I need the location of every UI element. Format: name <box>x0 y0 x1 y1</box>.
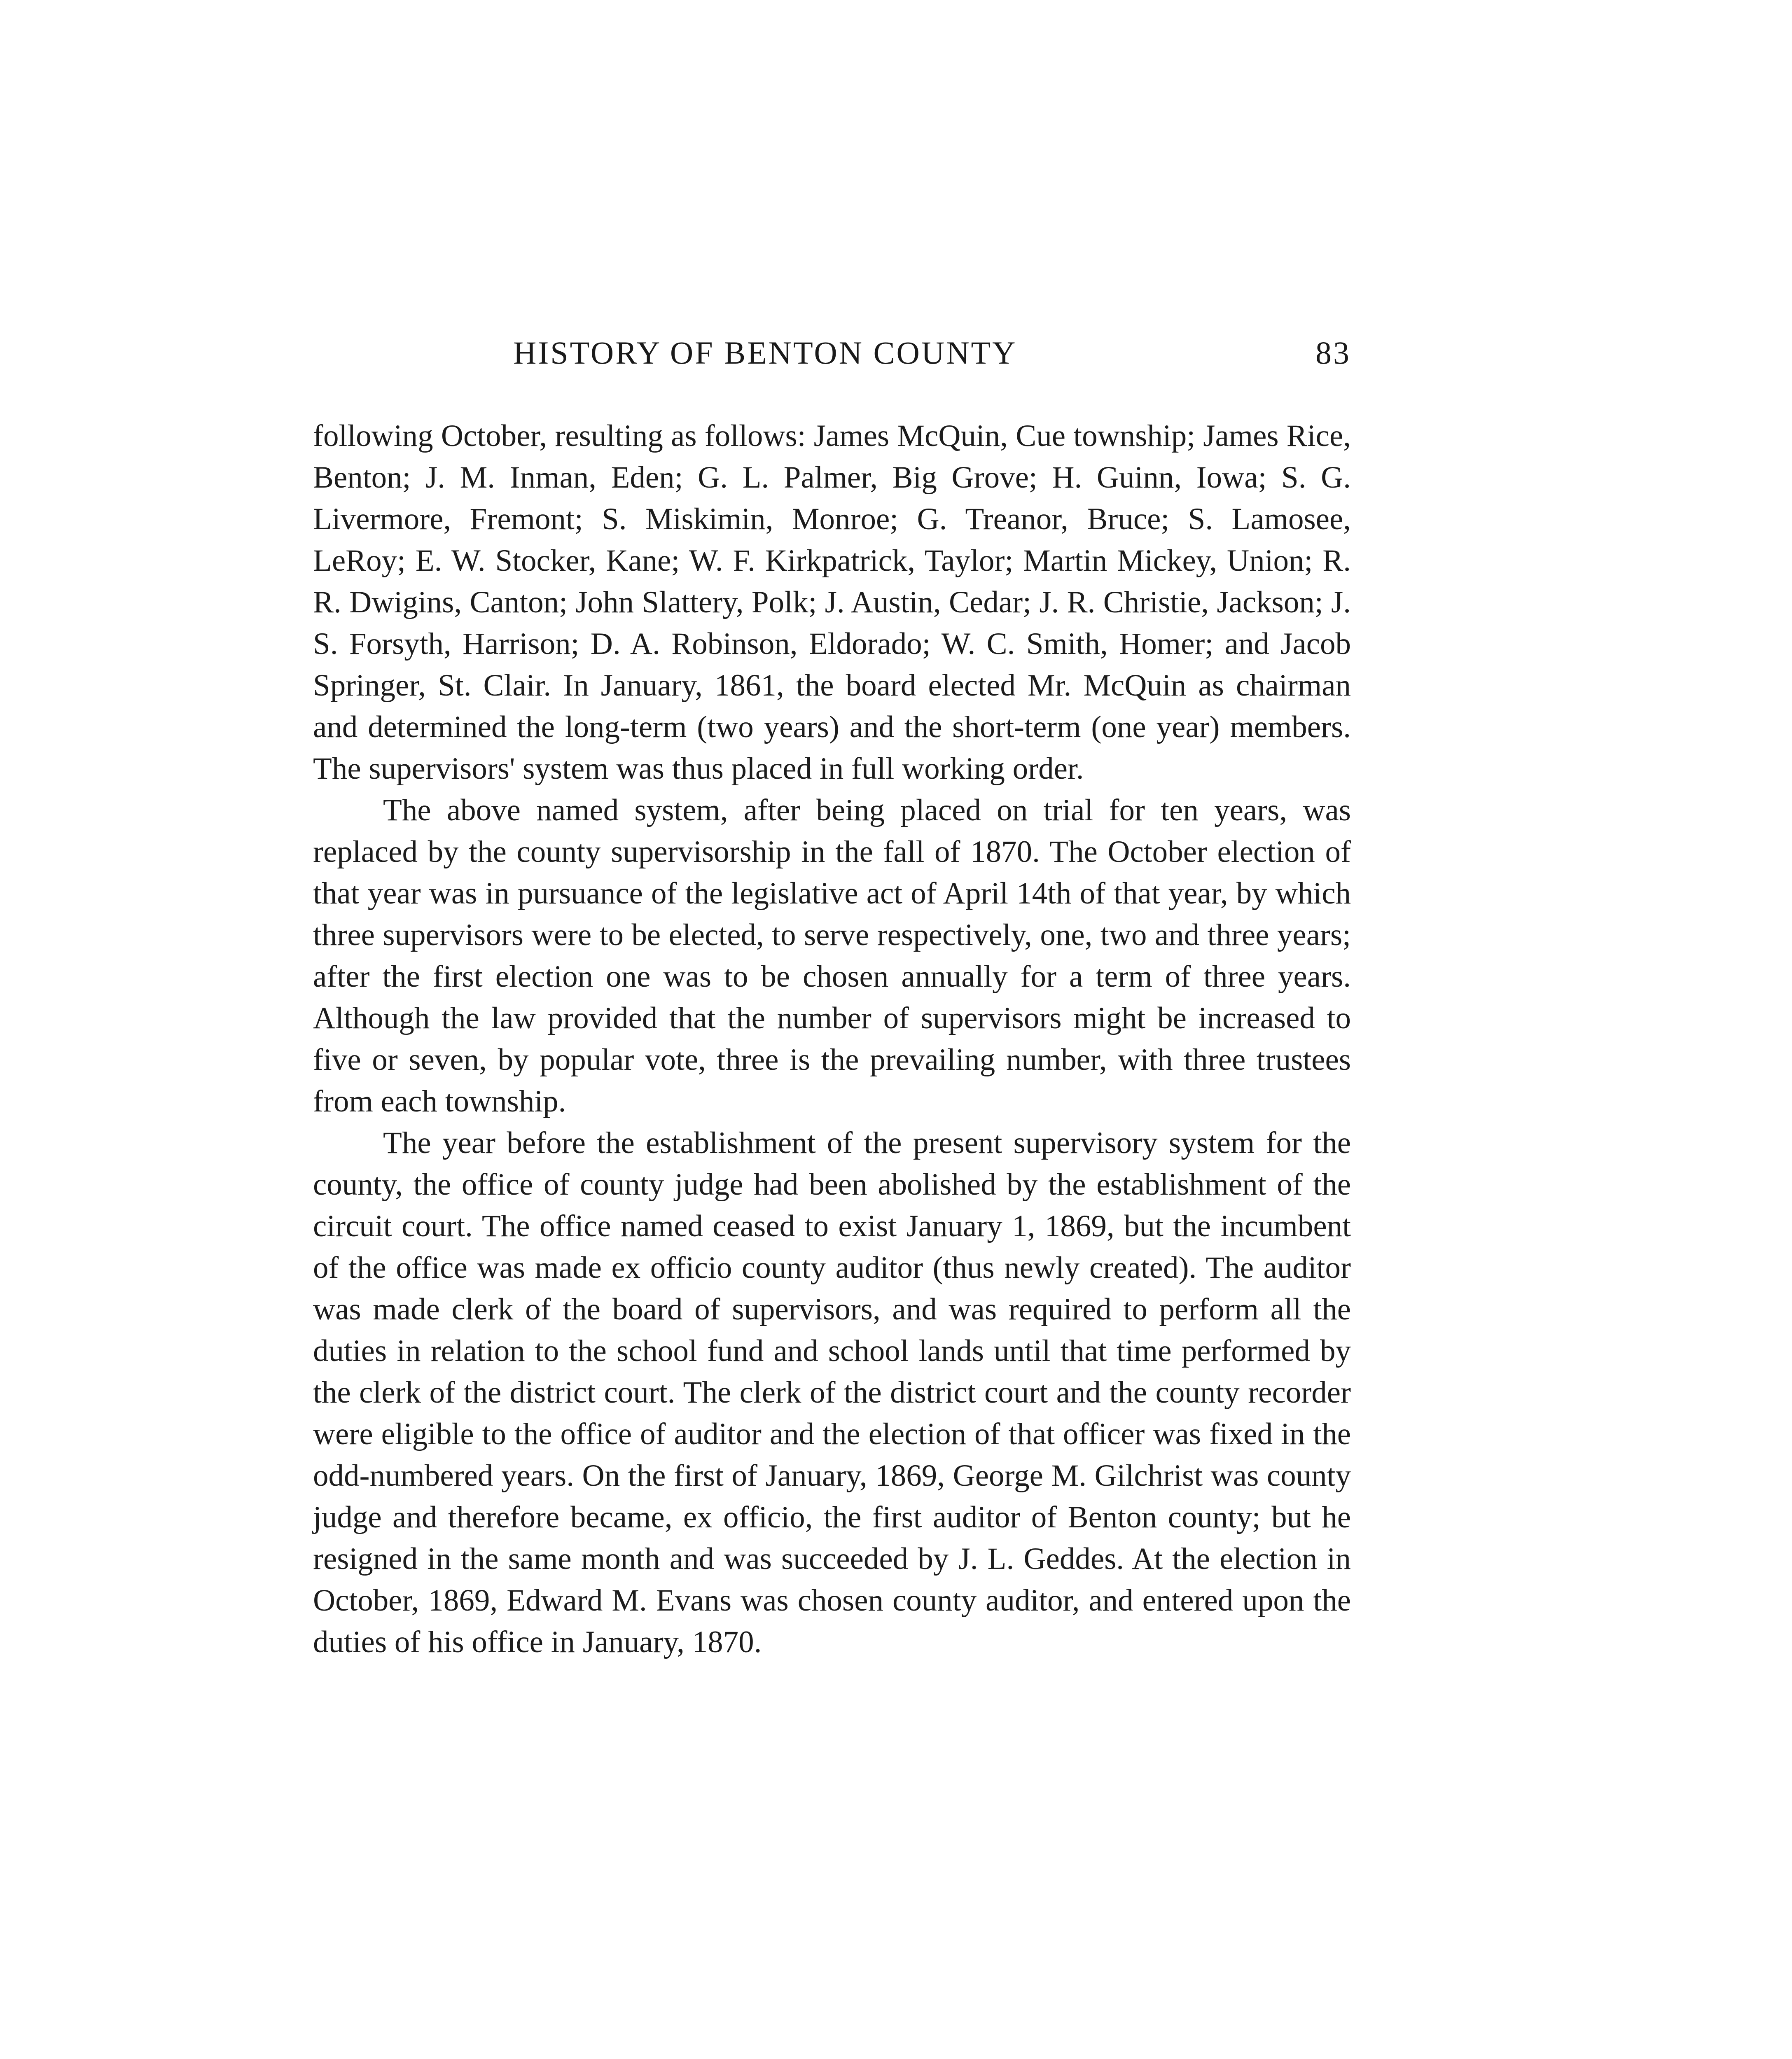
running-head-title: HISTORY OF BENTON COUNTY <box>513 335 1017 371</box>
paragraph-continued: following October, resulting as follows: James McQuin, Cue township; James Rice, Benton; J. M. Inman, Eden; G. L. Palmer, Big Grove; H. Guinn, Iowa; S. G. Livermore, Fremont; S. Miskimin, Monroe; G. Treanor, Bruce; S. Lamosee, LeRoy; E. W. Stocker, Kane; W. F. Kirkpatrick, Taylor; Martin Mickey, Union; R. R. Dwigins, Canton; John Slattery, Polk; J. Austin, Cedar; J. R. Christie, Jackson; J. S. Forsyth, Harrison; D. A. Robinson, Eldorado; W. C. Smith, Homer; and Jacob Springer, St. Clair. In January, 1861, the board elected Mr. McQuin as chairman and determined the long-term (two years) and the short-term (one year) members. The supervisors' system was thus placed in full working order. <box>313 419 1351 786</box>
page-number: 83 <box>1315 335 1351 371</box>
body-text <box>313 415 1351 1663</box>
paragraph-supervisorship: The above named system, after being placed on trial for ten years, was replaced by the county supervisorship in the fall of 1870. The October election of that year was in pursuance of the legislative act of April 14th of that year, by which three supervisors were to be elected, to serve respectively, one, two and three years; after the first election one was to be chosen annually for a term of three years. Although the law provided that the number of supervisors might be increased to five or seven, by popular vote, three is the prevailing number, with three trustees from each township. <box>313 793 1351 1118</box>
running-head <box>313 334 1351 376</box>
paragraph-county-auditor: The year before the establishment of the present supervisory system for the county, the office of county judge had been abolished by the establishment of the circuit court. The office named ceased to exist January 1, 1869, but the incumbent of the office was made ex officio county auditor (thus newly created). The auditor was made clerk of the board of supervisors, and was required to perform all the duties in relation to the school fund and school lands until that time performed by the clerk of the district court. The clerk of the district court and the county recorder were eligible to the office of auditor and the election of that officer was fixed in the odd-numbered years. On the first of January, 1869, George M. Gilchrist was county judge and therefore became, ex officio, the first auditor of Benton county; but he resigned in the same month and was succeeded by J. L. Geddes. At the election in October, 1869, Edward M. Evans was chosen county auditor, and entered upon the duties of his office in January, 1870. <box>313 1126 1351 1659</box>
